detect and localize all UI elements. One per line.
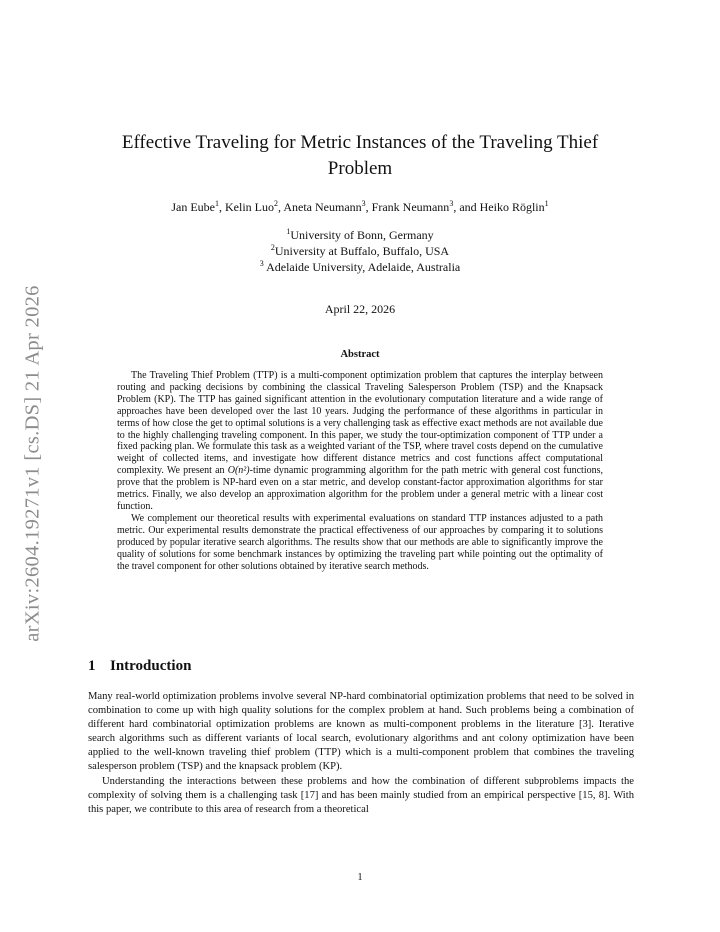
abstract-complexity-formula: O(n²) — [227, 465, 250, 477]
affiliation-3-text: Adelaide University, Adelaide, Australia — [263, 260, 461, 274]
introduction-paragraph-2: Understanding the interactions between these problems and how the combination of different subproblems impacts the complexity of solving them is a challenging task [17] and has been mainly studied from an empirical perspective [15, 8]. With this paper, we contribute to this area of research from a theoretical — [88, 775, 634, 815]
publication-date: April 22, 2026 — [324, 302, 396, 316]
abstract-body — [117, 370, 603, 572]
author-separator: , — [278, 200, 284, 214]
section-heading-introduction — [88, 658, 191, 675]
affiliation-3-mark: 3 — [259, 259, 264, 268]
author-5-name: Heiko Röglin — [479, 200, 545, 214]
author-3-affiliation-mark: 3 — [361, 199, 366, 208]
affiliation-2 — [60, 243, 660, 259]
affiliation-list — [60, 227, 660, 275]
arxiv-identifier-stamp — [18, 258, 48, 668]
section-number: 1 — [88, 658, 96, 674]
affiliation-3 — [60, 259, 660, 275]
affiliation-2-text: University at Buffalo, Buffalo, USA — [274, 244, 450, 258]
author-separator: , — [365, 200, 372, 214]
author-1-affiliation-mark: 1 — [215, 199, 219, 208]
author-separator: , — [219, 200, 225, 214]
author-3-name: Aneta Neumann — [283, 200, 362, 214]
author-1-name: Jan Eube — [171, 200, 215, 214]
abstract-paragraph-2: We complement our theoretical results with experimental evaluations on standard TTP instances adjusted to a path metric. Our experimental results demonstrate the practical effectiveness of our approaches by comparing it to solutions produced by popular iterative search algorithms. The results show that our methods are able to significantly improve the quality of solutions for some benchmark instances by optimizing the traveling part while pointing out the optimality of the travel component for other solutions obtained by iterative search methods. — [117, 512, 603, 572]
arxiv-identifier-text: arXiv:2604.19271v1 [cs.DS] 21 Apr 2026 — [21, 284, 44, 642]
abstract-paragraph-1-text-a: The Traveling Thief Problem (TTP) is a multi-component optimization problem that captures the interplay between routing and packing decisions by combining the classical Traveling Salesperson Problem (TSP) and the Knapsack Problem (KP). The TTP has gained significant attention in the evolutionary computation literature and a wide range of approaches have been developed over the last 10 years. Judging the performance of these algorithms in particular in terms of how close the get to optimal solutions is a very challenging task as effective exact methods are not available due to the highly challenging traveling component. In this paper, we study the tour-optimization component of TTP under a fixed packing plan. We formulate this task as a weighted variant of the TSP, where travel costs depend on the cumulative weight of collected items, and investigate how different distance metrics and cost functions affect computational complexity. We present an — [117, 370, 603, 477]
author-5-affiliation-mark: 1 — [544, 199, 549, 208]
author-4-affiliation-mark: 3 — [449, 199, 454, 208]
affiliation-1 — [60, 227, 660, 243]
affiliation-1-mark: 1 — [286, 227, 291, 236]
abstract-paragraph-1-text-b: -time dynamic programming algorithm for the path metric with general cost functions, prove that the problem is NP-hard even on a star metric, and develop constant-factor approximation algorithms for star metrics. Finally, we also develop an approximation algorithm for the problem under a general metric with a linear cost function. — [117, 465, 603, 512]
author-4-name: Frank Neumann — [371, 200, 450, 214]
introduction-body — [88, 690, 634, 817]
author-2-affiliation-mark: 2 — [274, 199, 278, 208]
introduction-paragraph-1: Many real-world optimization problems involve several NP-hard combinatorial optimization problems that need to be solved in combination to come up with high quality solutions for the complex problem at hand. Such problems being a combination of different hard combinatorial optimization problems are known as multi-component problems in the literature [3]. Iterative search algorithms such as different variants of local search, evolutionary algorithms and ant colony optimization have been applied to the well-known traveling thief problem (TTP) which is a multi-component problem that combines the traveling salesperson problem (TSP) and the knapsack problem (KP). — [88, 691, 634, 773]
author-2-name: Kelin Luo — [225, 200, 274, 214]
paper-title: Effective Traveling for Metric Instances of the Traveling Thief Problem — [121, 132, 599, 179]
abstract-heading: Abstract — [340, 349, 380, 360]
affiliation-1-text: University of Bonn, Germany — [290, 228, 434, 242]
abstract-paragraph-1 — [117, 370, 603, 513]
section-title: Introduction — [110, 658, 192, 674]
affiliation-2-mark: 2 — [270, 243, 275, 252]
author-last-separator: , and — [453, 200, 480, 214]
page-number: 1 — [357, 872, 363, 883]
author-list — [60, 199, 660, 215]
